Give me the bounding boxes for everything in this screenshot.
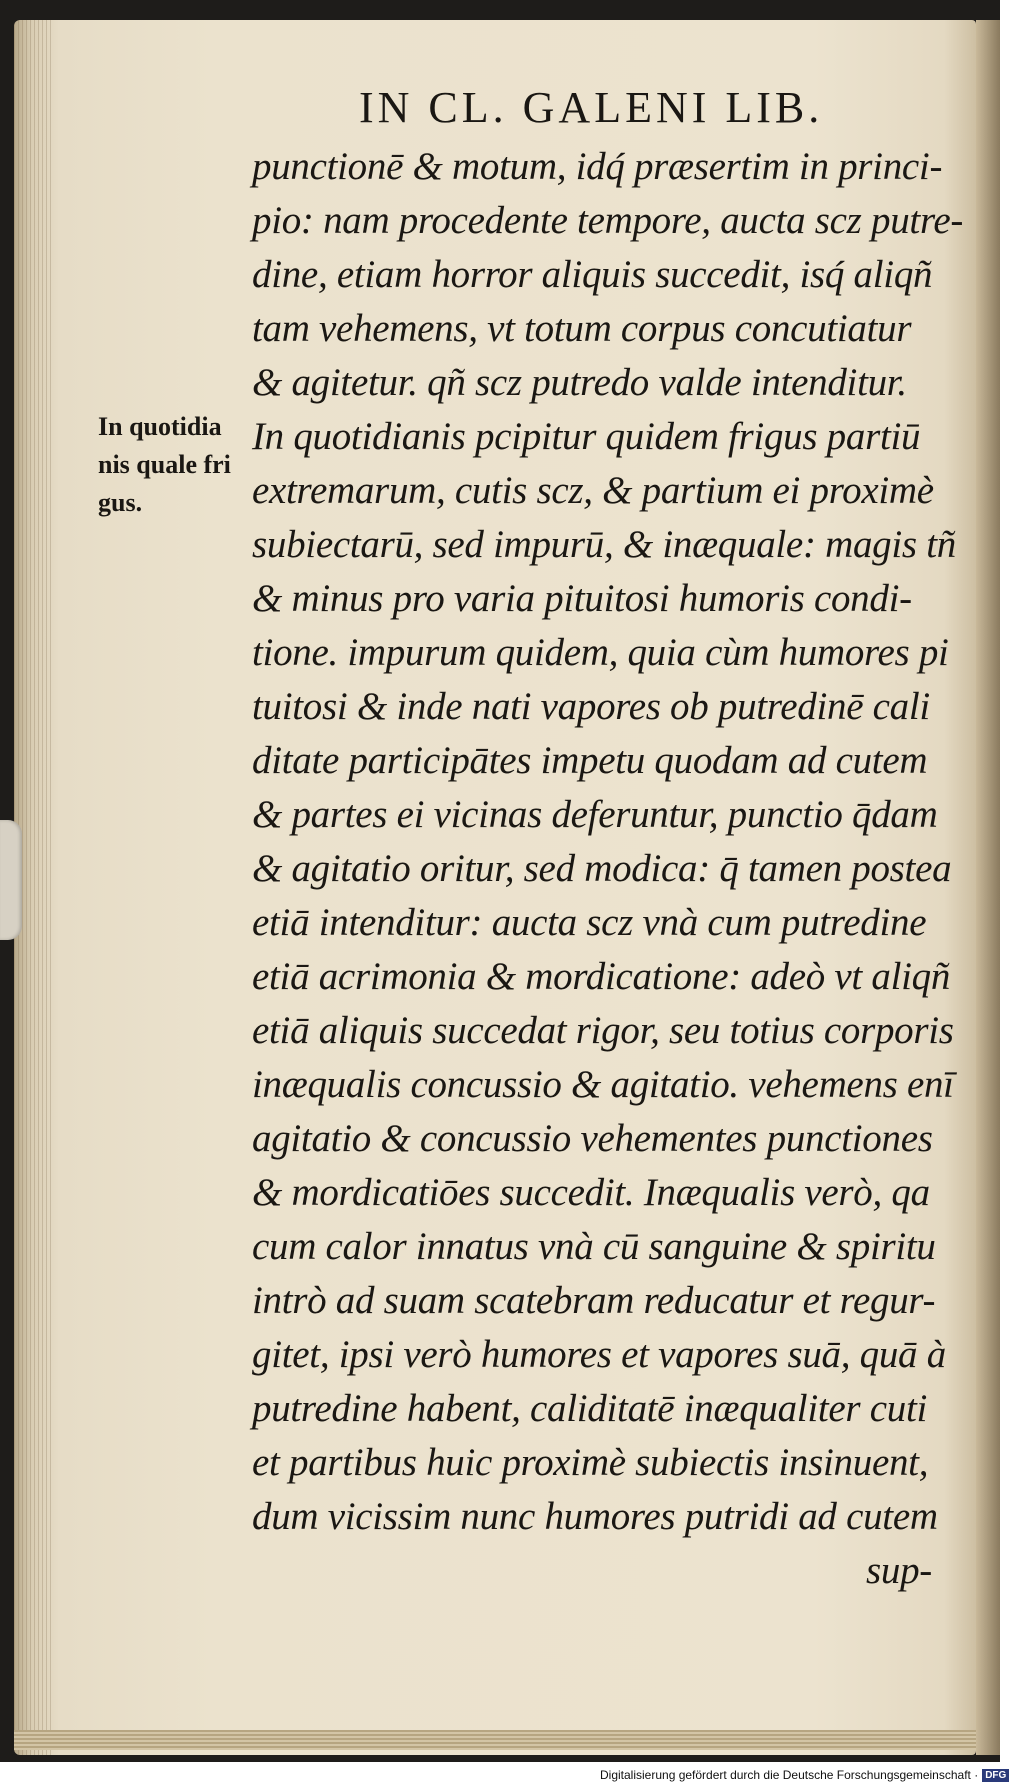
text-line: dine, etiam horror aliquis succedit, isq́ aliqñ: [252, 253, 933, 296]
text-line: ditate participātes impetu quodam ad cutem: [252, 739, 928, 782]
text-line: & agitatio oritur, sed modica: q̄ tamen postea: [252, 847, 952, 890]
text-line: tione. impurum quidem, quia cùm humores pi: [252, 631, 949, 674]
body-text: [252, 140, 972, 1598]
text-line: inæqualis concussio & agitatio. vehemens enī: [252, 1063, 954, 1106]
margin-note-line: In quotidia: [98, 412, 222, 441]
text-line: gitet, ipsi verò humores et vapores suā, quā à: [252, 1333, 946, 1376]
text-line: intrò ad suam scatebram reducatur et regur-: [252, 1279, 936, 1322]
text-line: agitatio & concussio vehementes punctiones: [252, 1117, 933, 1160]
dfg-logo: DFG: [982, 1769, 1009, 1782]
page-stack-edge: [14, 1730, 976, 1750]
text-line: & partes ei vicinas deferuntur, punctio q̄dam: [252, 793, 938, 836]
text-line: punctionē & motum, idq́ præsertim in princi-: [252, 145, 943, 188]
catchword: sup-: [866, 1549, 932, 1592]
text-line: pio: nam procedente tempore, aucta scz putre-: [252, 199, 964, 242]
text-line: etiā acrimonia & mordicatione: adeò vt aliqñ: [252, 955, 951, 998]
text-line: & agitetur. qñ scz putredo valde intenditur.: [252, 361, 907, 404]
text-line: putredine habent, caliditatē inæqualiter cuti: [252, 1387, 928, 1430]
text-line: etiā aliquis succedat rigor, seu totius corporis: [252, 1009, 954, 1052]
margin-note-line: nis quale fri: [98, 450, 231, 479]
text-line: extremarum, cutis scz, & partium ei proximè: [252, 469, 934, 512]
margin-note: [98, 408, 258, 522]
text-line: tam vehemens, vt totum corpus concutiatur: [252, 307, 912, 350]
credit-text: Digitalisierung gefördert durch die Deutsche Forschungsgemeinschaft ·: [600, 1768, 979, 1782]
margin-note-line: gus.: [98, 488, 143, 517]
digitization-credit: [600, 1768, 1007, 1786]
text-line: cum calor innatus vnà cū sanguine & spiritu: [252, 1225, 936, 1268]
text-line: dum vicissim nunc humores putridi ad cutem: [252, 1495, 938, 1538]
page-clip: [0, 820, 22, 940]
text-line: In quotidianis pcipitur quidem frigus partiū: [252, 415, 921, 458]
running-header: IN CL. GALENI LIB.: [359, 83, 824, 132]
text-line: et partibus huic proximè subiectis insinuent,: [252, 1441, 929, 1484]
book-spine-edge: [976, 20, 1000, 1755]
text-line: & mordicatiōes succedit. Inæqualis verò, qa: [252, 1171, 930, 1214]
text-line: subiectarū, sed impurū, & inæquale: magis tñ: [252, 523, 956, 566]
text-line: tuitosi & inde nati vapores ob putredinē cali: [252, 685, 930, 728]
text-line: etiā intenditur: aucta scz vnà cum putredine: [252, 901, 927, 944]
text-line: & minus pro varia pituitosi humoris condi-: [252, 577, 912, 620]
